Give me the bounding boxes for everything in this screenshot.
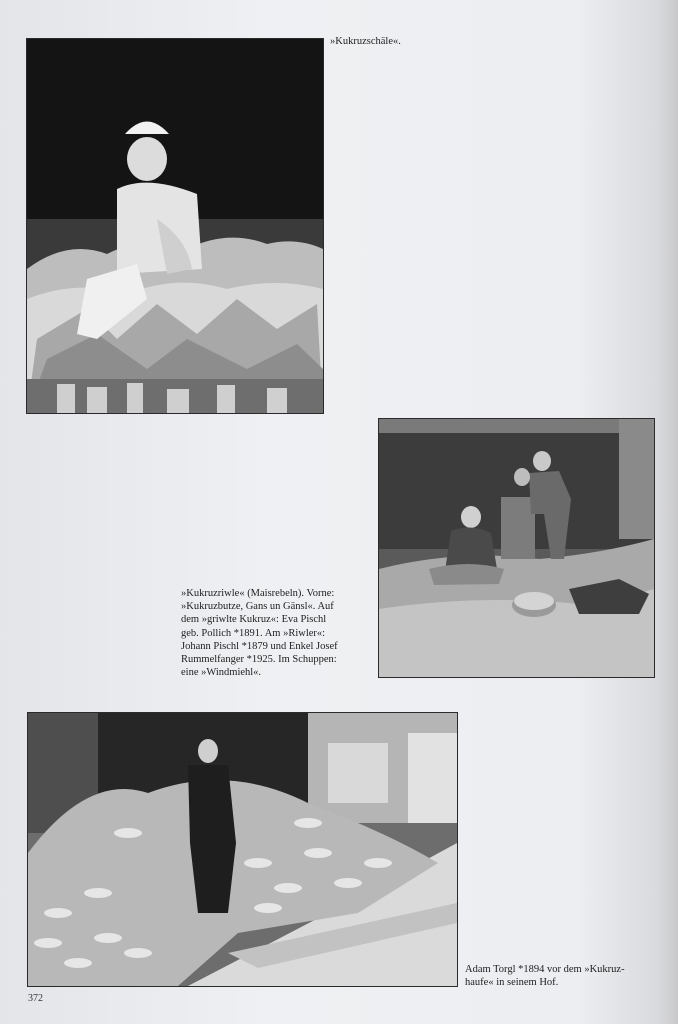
photo-corn-shelling-shed: [378, 418, 655, 678]
caption-bottom: [465, 963, 625, 989]
caption-middle: [181, 587, 338, 679]
photo-girl-husking-corn: [26, 38, 324, 414]
page-number: 372: [28, 993, 43, 1004]
caption-middle-line: eine »Windmiehl«.: [181, 667, 262, 679]
caption-top: [330, 35, 401, 48]
caption-middle-line: geb. Pollich *1891. Am »Riwler«:: [181, 627, 326, 639]
photo-man-corn-heap: [27, 712, 458, 987]
caption-bottom-line: Adam Torgl *1894 vor dem »Kukruz-: [465, 964, 625, 975]
caption-top-text: »Kukruzschäle«.: [330, 36, 401, 47]
photo-corn-heap-image: [28, 713, 457, 986]
photo-girl-image: [27, 39, 323, 413]
caption-middle-line: »Kukruzriwle« (Maisrebeln). Vorne:: [181, 588, 335, 599]
caption-middle-line: Johann Pischl *1879 und Enkel Josef: [181, 640, 338, 652]
caption-middle-line: dem »griwlte Kukruz«: Eva Pischl: [181, 614, 327, 626]
caption-middle-line: »Kukruzbutze, Gans un Gänsl«. Auf: [181, 601, 334, 613]
photo-shed-image: [379, 419, 654, 677]
caption-middle-line: Rummelfanger *1925. Im Schuppen:: [181, 654, 337, 666]
caption-bottom-line: haufe« in seinem Hof.: [465, 977, 559, 989]
